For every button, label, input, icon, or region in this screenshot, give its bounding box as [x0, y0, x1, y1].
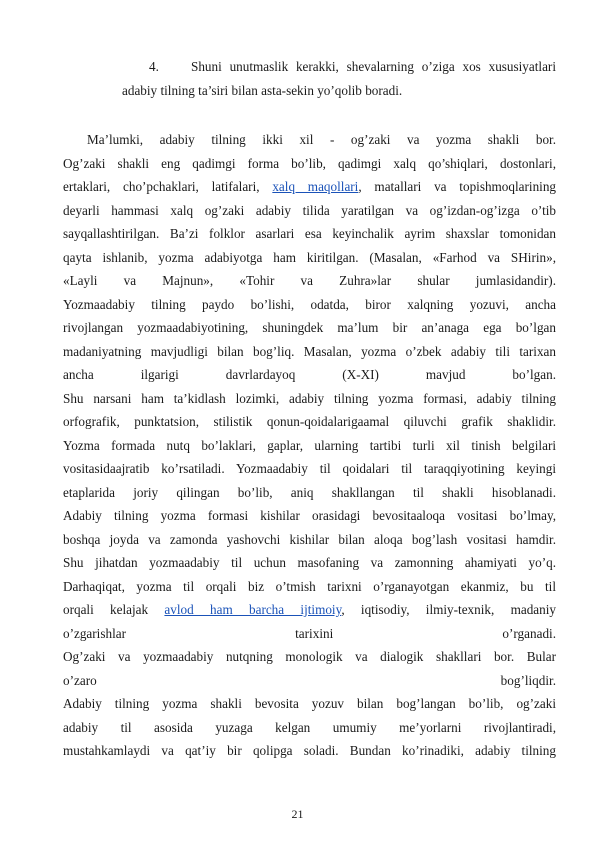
- xalq-maqollari-link[interactable]: xalq maqollari: [272, 179, 359, 194]
- page-number: 21: [291, 807, 304, 821]
- text-line: deyarli hammasi xalq og’zaki adabiy tilida yaratilgan va og’izdan-og’izga o’tib: [63, 202, 556, 218]
- list-item-line-1: Shuni unutmaslik kerakki, shevalarning o’ziga xos xususiyatlari: [191, 59, 556, 74]
- text-segment: orqali kelajak: [63, 602, 149, 617]
- text-line: boshqa joyda va zamonda yashovchi kishilar bilan aloqa bog’lash vositasi hamdir.: [63, 531, 556, 547]
- list-item-number: 4.: [149, 59, 159, 74]
- text-line: adabiy til asosida yuzaga kelgan umumiy me’yorlarni rivojlantiradi,: [63, 719, 556, 735]
- text-line: Og’zaki shakli eng qadimgi forma bo’lib, qadimgi xalq qo’shiqlari, dostonlari,: [63, 155, 556, 171]
- main-paragraph: [63, 128, 557, 763]
- text-line: Adabiy tilning yozma formasi kishilar orasidagi bevositaaloqa vositasi bo’lmay,: [63, 508, 556, 523]
- text-line: o’zgarishlar tarixini o’rganadi.: [63, 625, 556, 641]
- text-line: Og’zaki va yozmaadabiy nutqning monologik va dialogik shakllari bor. Bular: [63, 649, 556, 664]
- list-item-line-2: adabiy tilning ta’siri bilan asta-sekin yo’qolib boradi.: [122, 82, 403, 98]
- text-line: orfografik, punktatsion, stilistik qonun-qoidalarigaamal qiluvchi grafik shaklidir.: [63, 414, 556, 429]
- text-line: [63, 175, 556, 199]
- text-segment: ertaklari, cho’pchaklari, latifalari,: [63, 179, 260, 194]
- text-line: Adabiy tilning yozma shakli bevosita yozuv bilan bog’langan bo’lib, og’zaki: [63, 696, 556, 711]
- avlod-ham-barcha-ijtimoiy-link[interactable]: avlod ham barcha ijtimoiy: [164, 602, 342, 617]
- text-line: sayqallashtirilgan. Ba’zi folklor asarlari esa keyinchalik ayrim shaxslar tomonidan: [63, 226, 556, 241]
- text-line: o’zaro bog’liqdir.: [63, 672, 556, 688]
- text-line: Yozmaadabiy tilning paydo bo’lishi, odatda, biror xalqning yozuvi, ancha: [63, 296, 556, 312]
- text-line: Shu narsani ham ta’kidlash lozimki, adabiy tilning yozma formasi, adabiy tilning: [63, 390, 556, 406]
- text-line: Shu jihatdan yozmaadabiy til uchun masofaning va zamonning ahamiyati yo’q.: [63, 555, 556, 570]
- text-line: ancha ilgarigi davrlardayoq (X-XI) mavjud bo’lgan.: [63, 367, 556, 382]
- text-line: mustahkamlaydi va qat’iy bir qolipga soladi. Bundan ko’rinadiki, adabiy tilning: [63, 743, 556, 758]
- text-line: vositasidaajratib ko’rsatiladi. Yozmaadabiy til qoidalari til taraqqiyotining keyingi: [63, 461, 556, 476]
- text-line: «Layli va Majnun», «Tohir va Zuhra»lar shular jumlasidandir).: [63, 273, 556, 288]
- text-line: etaplarida joriy qilingan bo’lib, aniq shakllangan til shakli hisoblanadi.: [63, 484, 556, 500]
- text-line: qayta ishlanib, yozma adabiyotga ham kiritilgan. (Masalan, «Farhod va SHirin»,: [63, 249, 556, 265]
- numbered-list-item: [122, 55, 556, 102]
- text-line: [63, 598, 556, 622]
- text-segment: , matallari va topishmoqlarining: [358, 179, 557, 194]
- text-line: Yozma formada nutq bo’laklari, gaplar, ularning tartibi turli xil tinish belgilari: [63, 437, 556, 453]
- text-line: Ma’lumki, adabiy tilning ikki xil - og’zaki va yozma shakli bor.: [87, 132, 556, 147]
- text-segment: , iqtisodiy, ilmiy-texnik, madaniy: [341, 602, 556, 617]
- text-line: madaniyatning mavjudligi bilan bog’liq. Masalan, yozma o’zbek adabiy tili tarixan: [63, 343, 556, 359]
- text-line: Darhaqiqat, yozma til orqali biz o’tmish tarixni o’rganayotgan ekanmiz, bu til: [63, 578, 556, 594]
- text-line: rivojlangan yozmaadabiyotining, shuningdek ma’lum bir an’anaga ega bo’lgan: [63, 320, 556, 335]
